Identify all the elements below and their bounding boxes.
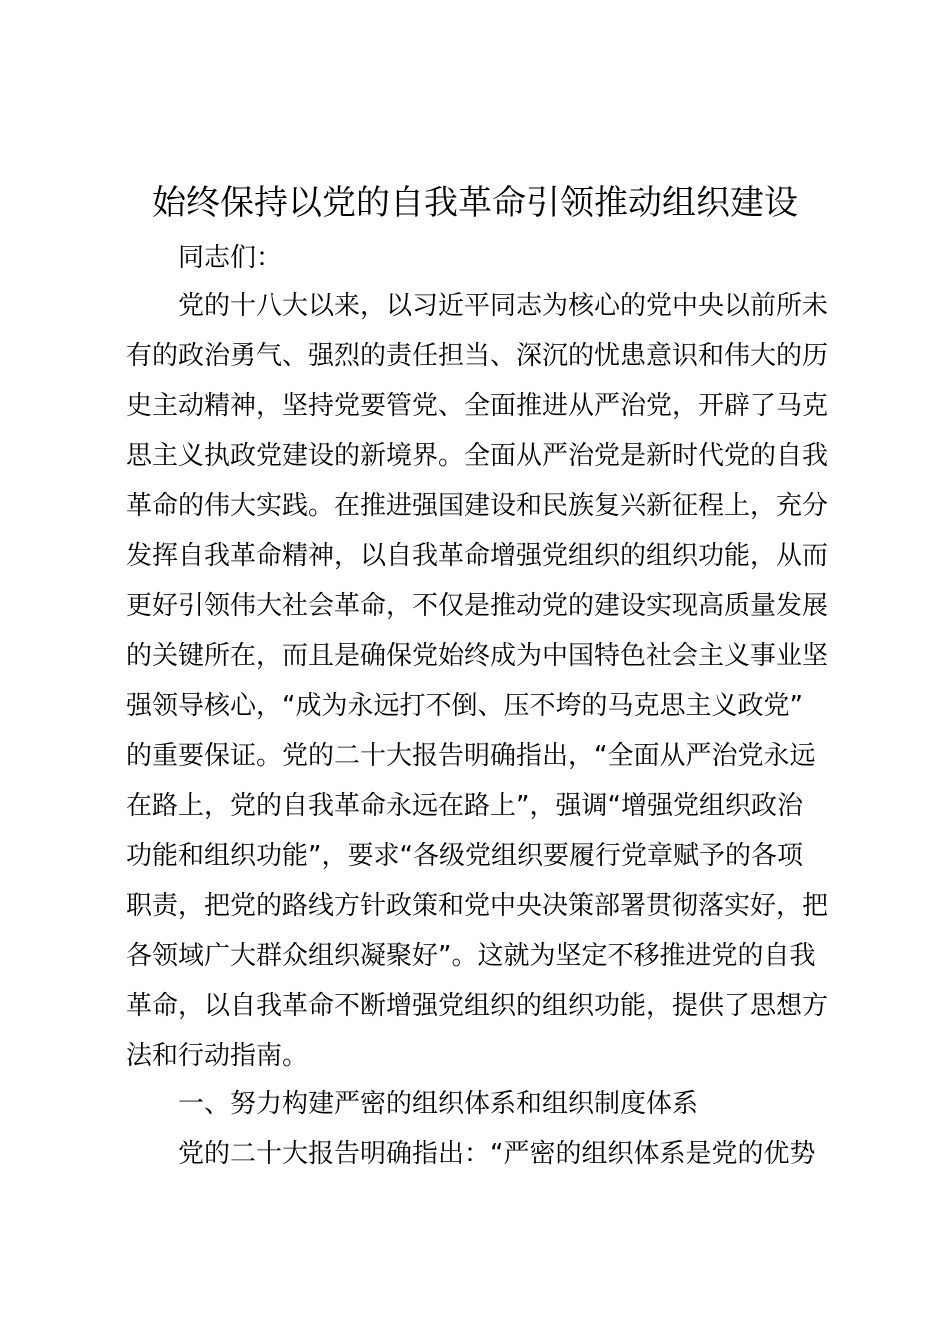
paragraph-section-1 — [126, 1129, 832, 1179]
section-heading-1: 一、努力构建严密的组织体系和组织制度体系 — [178, 1089, 699, 1119]
paragraph-intro — [126, 281, 832, 1081]
paragraph-line: 思主义执政党建设的新境界。全面从严治党是新时代党的自我 — [126, 441, 829, 471]
paragraph-line: 的重要保证。党的二十大报告明确指出，“全面从严治党永远 — [126, 741, 816, 771]
paragraph-line: 法和行动指南。 — [126, 1041, 309, 1071]
paragraph-line: 强领导核心，“成为永远打不倒、压不垮的马克思主义政党” — [126, 691, 803, 721]
paragraph-line: 史主动精神，坚持党要管党、全面推进从严治党，开辟了马克 — [126, 391, 829, 421]
document-title: 始终保持以党的自我革命引领推动组织建设 — [152, 183, 798, 223]
paragraph-line: 党的十八大以来，以习近平同志为核心的党中央以前所未 — [178, 291, 829, 321]
paragraph-line: 有的政治勇气、强烈的责任担当、深沉的忧患意识和伟大的历 — [126, 341, 829, 371]
paragraph-line: 革命的伟大实践。在推进强国建设和民族复兴新征程上，充分 — [126, 491, 829, 521]
salutation: 同志们： — [178, 243, 283, 273]
paragraph-line: 党的二十大报告明确指出：“严密的组织体系是党的优势 — [178, 1139, 816, 1169]
paragraph-line: 功能和组织功能”，要求“各级党组织要履行党章赋予的各项 — [126, 841, 803, 871]
paragraph-line: 职责，把党的路线方针政策和党中央决策部署贯彻落实好，把 — [126, 891, 829, 921]
paragraph-line: 的关键所在，而且是确保党始终成为中国特色社会主义事业坚 — [126, 641, 829, 671]
paragraph-line: 更好引领伟大社会革命，不仅是推动党的建设实现高质量发展 — [126, 591, 829, 621]
paragraph-line: 在路上，党的自我革命永远在路上”，强调“增强党组织政治 — [126, 791, 803, 821]
paragraph-line: 发挥自我革命精神，以自我革命增强党组织的组织功能，从而 — [126, 541, 829, 571]
paragraph-line: 革命，以自我革命不断增强党组织的组织功能，提供了思想方 — [126, 991, 829, 1021]
paragraph-line: 各领域广大群众组织凝聚好”。这就为坚定不移推进党的自我 — [126, 941, 816, 971]
